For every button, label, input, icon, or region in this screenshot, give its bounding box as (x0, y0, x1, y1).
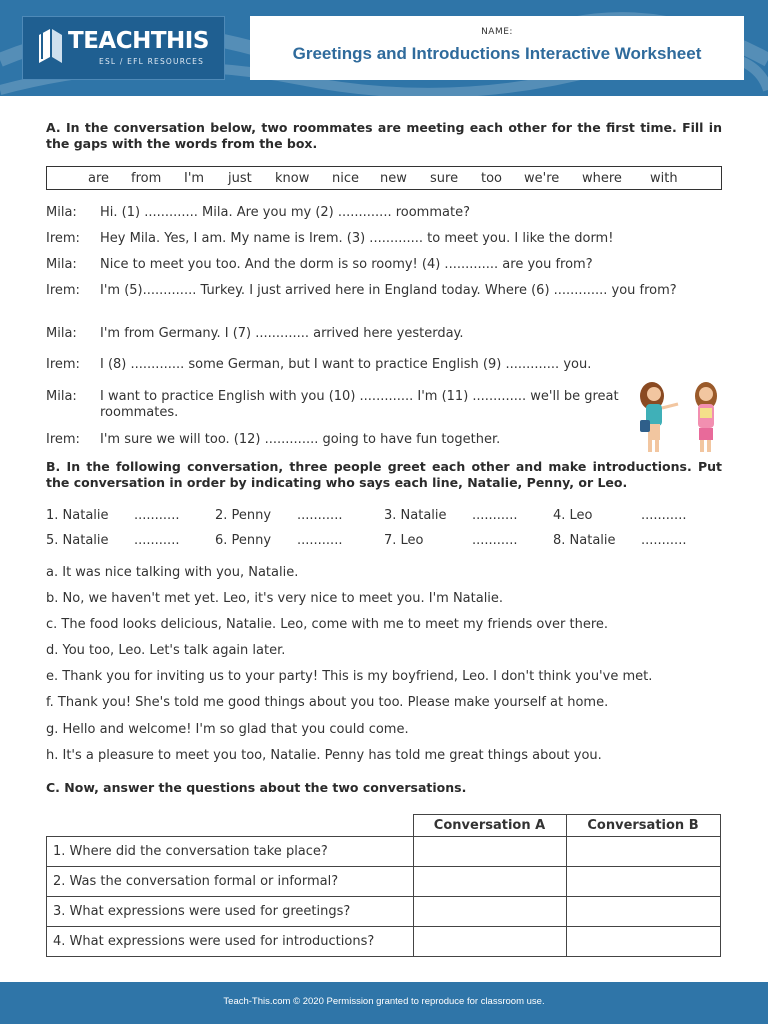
word-box-item: we're (524, 171, 560, 186)
table-header-row (47, 815, 721, 837)
table-row (47, 927, 721, 957)
order-label: 2. Penny (215, 508, 272, 523)
dialogue-line: I (8) ............. some German, but I want to practice English (9) ............. you. (100, 357, 592, 372)
answer-cell-a[interactable] (413, 897, 566, 927)
conversation-line: e. Thank you for inviting us to your party! This is my boyfriend, Leo. I don't think you've met. (46, 669, 653, 684)
question-cell: 1. Where did the conversation take place? (47, 837, 414, 867)
name-label: NAME: (481, 27, 513, 37)
conversation-line: g. Hello and welcome! I'm so glad that you could come. (46, 722, 409, 737)
column-conversation-b: Conversation B (566, 815, 720, 837)
order-blank[interactable]: ........... (297, 533, 343, 548)
two-women-illustration (634, 378, 726, 454)
answer-cell-a[interactable] (413, 867, 566, 897)
order-label: 7. Leo (384, 533, 424, 548)
book-logo-icon (36, 27, 64, 67)
order-blank[interactable]: ........... (472, 533, 518, 548)
speaker-label: Irem: (46, 432, 80, 447)
order-blank[interactable]: ........... (134, 533, 180, 548)
order-blank[interactable]: ........... (472, 508, 518, 523)
order-label: 6. Penny (215, 533, 272, 548)
section-b-instruction: B. In the following conversation, three people greet each other and make introductions. Put the conversation in order by indicating who says each line, Natalie, Penny, or Leo. (46, 459, 722, 490)
footer-banner (0, 982, 768, 1024)
word-box (46, 166, 722, 190)
table-row (47, 897, 721, 927)
answer-cell-a[interactable] (413, 927, 566, 957)
question-cell: 4. What expressions were used for introductions? (47, 927, 414, 957)
word-box-item: sure (430, 171, 459, 186)
word-box-item: where (582, 171, 622, 186)
conversation-line: h. It's a pleasure to meet you too, Natalie. Penny has told me great things about you. (46, 748, 602, 763)
dialogue-line: I'm (5)............. Turkey. I just arrived here in England today. Where (6) ............. you from? (100, 283, 677, 298)
conversation-line: a. It was nice talking with you, Natalie. (46, 565, 299, 580)
title-box (250, 16, 744, 80)
conversation-line: d. You too, Leo. Let's talk again later. (46, 643, 286, 658)
section-c-instruction: C. Now, answer the questions about the two conversations. (46, 780, 467, 795)
dialogue-line: Hi. (1) ............. Mila. Are you my (2) ............. roommate? (100, 205, 470, 220)
speaker-label: Mila: (46, 257, 77, 272)
dialogue-line: Nice to meet you too. And the dorm is so roomy! (4) ............. are you from? (100, 257, 593, 272)
word-box-item: I'm (184, 171, 205, 186)
order-label: 3. Natalie (384, 508, 447, 523)
order-label: 4. Leo (553, 508, 593, 523)
order-label: 5. Natalie (46, 533, 109, 548)
order-blank[interactable]: ........... (297, 508, 343, 523)
teachthis-logo (22, 16, 225, 80)
answer-cell-b[interactable] (566, 927, 720, 957)
word-box-item: are (88, 171, 110, 186)
word-box-item: nice (332, 171, 359, 186)
order-label: 1. Natalie (46, 508, 109, 523)
header-banner (0, 0, 768, 96)
order-label: 8. Natalie (553, 533, 616, 548)
column-conversation-a: Conversation A (413, 815, 566, 837)
worksheet-title: Greetings and Introductions Interactive Worksheet (292, 44, 702, 63)
question-cell: 3. What expressions were used for greetings? (47, 897, 414, 927)
speaker-label: Irem: (46, 231, 80, 246)
table-corner (47, 815, 414, 837)
dialogue-line: I'm sure we will too. (12) ............. going to have fun together. (100, 432, 501, 447)
word-box-item: too (481, 171, 503, 186)
question-cell: 2. Was the conversation formal or informal? (47, 867, 414, 897)
questions-table (46, 814, 721, 957)
dialogue-line: Hey Mila. Yes, I am. My name is Irem. (3) ............. to meet you. I like the dorm! (100, 231, 614, 246)
table-row (47, 837, 721, 867)
answer-cell-a[interactable] (413, 837, 566, 867)
speaker-label: Mila: (46, 205, 77, 220)
answer-cell-b[interactable] (566, 897, 720, 927)
brand-name: TEACHTHIS (68, 28, 209, 54)
dialogue-line: I want to practice English with you (10) ............. I'm (11) ............. we'll be great roommates. (100, 389, 619, 420)
word-box-item: new (380, 171, 407, 186)
speaker-label: Mila: (46, 389, 77, 404)
speaker-label: Irem: (46, 283, 80, 298)
answer-cell-b[interactable] (566, 837, 720, 867)
order-blank[interactable]: ........... (641, 508, 687, 523)
answer-cell-b[interactable] (566, 867, 720, 897)
word-box-item: know (275, 171, 310, 186)
brand-subtitle: ESL / EFL RESOURCES (99, 57, 205, 66)
section-a-instruction: A. In the conversation below, two roommates are meeting each other for the first time. Fill in the gaps with the words from the box. (46, 120, 722, 151)
speaker-label: Mila: (46, 326, 77, 341)
word-box-item: from (131, 171, 162, 186)
conversation-line: b. No, we haven't met yet. Leo, it's very nice to meet you. I'm Natalie. (46, 591, 504, 606)
word-box-item: with (650, 171, 678, 186)
table-row (47, 867, 721, 897)
conversation-line: c. The food looks delicious, Natalie. Leo, come with me to meet my friends over there. (46, 617, 609, 632)
conversation-line: f. Thank you! She's told me good things about you too. Please make yourself at home. (46, 695, 609, 710)
order-blank[interactable]: ........... (134, 508, 180, 523)
word-box-item: just (228, 171, 252, 186)
footer-copyright: Teach-This.com © 2020 Permission granted to reproduce for classroom use. (223, 996, 545, 1007)
order-blank[interactable]: ........... (641, 533, 687, 548)
dialogue-line: I'm from Germany. I (7) ............. arrived here yesterday. (100, 326, 464, 341)
speaker-label: Irem: (46, 357, 80, 372)
